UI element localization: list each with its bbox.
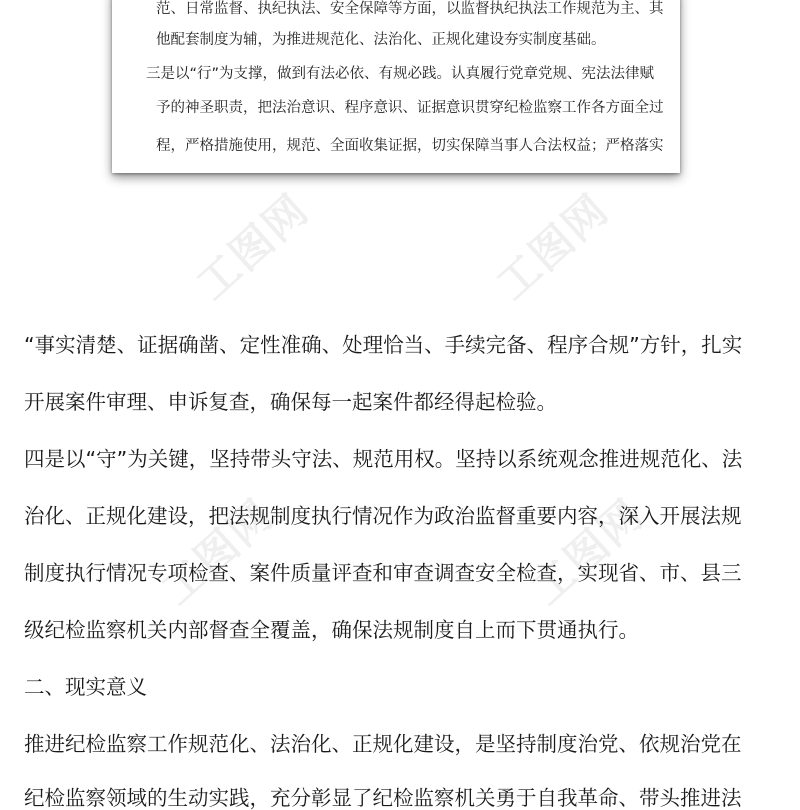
document-line: 治化、正规化建设，把法规制度执行情况作为政治监督重要内容，深入开展法规 <box>24 504 742 528</box>
document-line: 开展案件审理、申诉复查，确保每一起案件都经得起检验。 <box>24 390 557 414</box>
document-line: 纪检监察领域的生动实践，充分彰显了纪检监察机关勇于自我革命、带头推进法 <box>24 786 742 810</box>
document-line: “事实清楚、证据确凿、定性准确、处理恰当、手续完备、程序合规”方针，扎实 <box>24 333 743 357</box>
preview-line: 予的神圣职责，把法治意识、程序意识、证据意识贯穿纪检监察工作各方面全过 <box>156 100 664 116</box>
watermark: 工图网 <box>522 489 654 615</box>
preview-line: 他配套制度为辅，为推进规范化、法治化、正规化建设夯实制度基础。 <box>156 32 606 48</box>
preview-line: 程，严格措施使用，规范、全面收集证据，切实保障当事人合法权益；严格落实 <box>156 138 664 154</box>
document-line: 级纪检监察机关内部督查全覆盖，确保法规制度自上而下贯通执行。 <box>24 618 639 642</box>
preview-line: 范、日常监督、执纪执法、安全保障等方面，以监督执纪执法工作规范为主、其 <box>156 1 664 17</box>
watermark: 工图网 <box>187 184 319 310</box>
watermark: 工图网 <box>152 489 284 615</box>
section-heading: 二、现实意义 <box>24 675 147 699</box>
document-line: 制度执行情况专项检查、案件质量评查和审查调查安全检查，实现省、市、县三 <box>24 561 742 585</box>
document-line: 推进纪检监察工作规范化、法治化、正规化建设，是坚持制度治党、依规治党在 <box>24 732 742 756</box>
document-line: 四是以“守”为关键，坚持带头守法、规范用权。坚持以系统观念推进规范化、法 <box>24 447 743 471</box>
watermark: 工图网 <box>487 184 619 310</box>
preview-line: 三是以“行”为支撑，做到有法必依、有规必践。认真履行党章党规、宪法法律赋 <box>146 66 655 82</box>
preview-card <box>112 0 680 173</box>
